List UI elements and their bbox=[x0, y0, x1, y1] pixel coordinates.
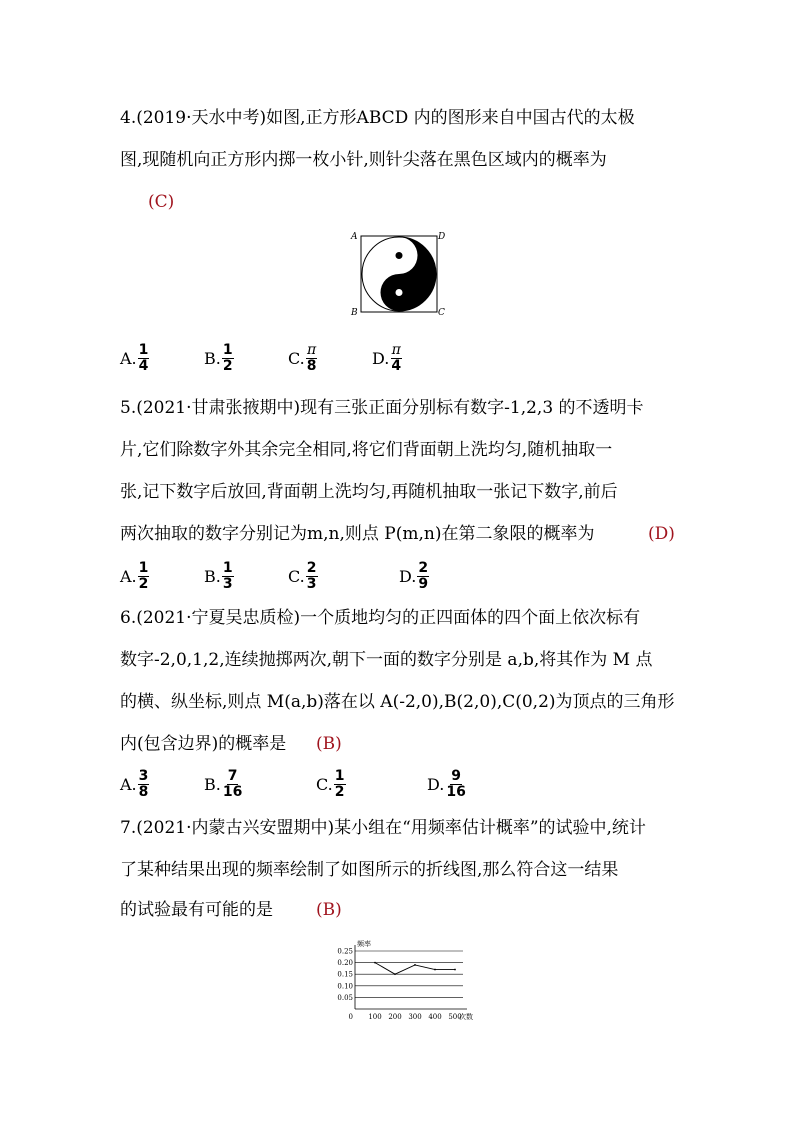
q6-text-line-2: 数字-2,0,1,2,连续抛掷两次,朝下一面的数字分别是 a,b,将其作为 M 点 bbox=[120, 650, 653, 670]
option-label: D. bbox=[427, 774, 445, 794]
taiji-white-dot bbox=[396, 289, 403, 296]
y-tick-label: 0.15 bbox=[337, 970, 353, 979]
q4-option-c[interactable] bbox=[288, 338, 318, 378]
option-label: C. bbox=[316, 774, 333, 794]
x-tick-label: 100 bbox=[368, 1013, 382, 1021]
data-point bbox=[374, 962, 376, 964]
label-b: B bbox=[351, 308, 358, 318]
option-label: C. bbox=[288, 566, 305, 586]
q5-option-a[interactable] bbox=[120, 556, 149, 596]
fraction: $\frac{2}{9}$ bbox=[418, 559, 429, 592]
fraction: $\frac{\pi}{8}$ bbox=[306, 341, 317, 374]
q7-text-line-3: 的试验最有可能的是 bbox=[120, 900, 273, 920]
q4-option-d[interactable] bbox=[372, 338, 402, 378]
fraction: $\frac{2}{3}$ bbox=[306, 559, 317, 592]
q6-option-a[interactable] bbox=[120, 764, 149, 804]
data-point bbox=[394, 973, 396, 975]
q5-text-line-4: 两次抽取的数字分别记为m,n,则点 P(m,n)在第二象限的概率为 bbox=[120, 524, 595, 544]
q7-text-line-1: 7.(2021·内蒙古兴安盟期中)某小组在“用频率估计概率”的试验中,统计 bbox=[120, 818, 646, 838]
q5-text-line-3: 张,记下数字后放回,背面朝上洗均匀,再随机抽取一张记下数字,前后 bbox=[120, 482, 618, 502]
q5-options bbox=[120, 556, 690, 596]
q6-option-d[interactable] bbox=[427, 764, 467, 804]
q6-text-line-4: 内(包含边界)的概率是 bbox=[120, 734, 287, 754]
label-a: A bbox=[351, 232, 358, 242]
y-tick-label: 0.10 bbox=[337, 982, 353, 991]
q4-option-a[interactable] bbox=[120, 338, 149, 378]
q7-answer: (B) bbox=[316, 900, 342, 920]
y-tick-label: 0.20 bbox=[337, 959, 353, 968]
option-label: D. bbox=[372, 348, 390, 368]
q6-option-c[interactable] bbox=[316, 764, 346, 804]
x-tick-label: 0 bbox=[348, 1013, 353, 1021]
fraction: $\frac{1}{2}$ bbox=[334, 767, 345, 800]
taiji-figure bbox=[346, 226, 452, 318]
fraction: $\frac{1}{3}$ bbox=[222, 559, 233, 592]
option-label: D. bbox=[399, 566, 417, 586]
data-point bbox=[414, 964, 416, 966]
label-d: D bbox=[438, 232, 446, 242]
label-c: C bbox=[438, 308, 445, 318]
q5-answer: (D) bbox=[648, 524, 675, 544]
q6-answer: (B) bbox=[316, 734, 342, 754]
fraction: $\frac{1}{2}$ bbox=[222, 341, 233, 374]
data-point bbox=[434, 969, 436, 971]
q5-option-d[interactable] bbox=[399, 556, 429, 596]
q4-text-line-2: 图,现随机向正方形内掷一枚小针,则针尖落在黑色区域内的概率为 bbox=[120, 150, 607, 170]
option-label: A. bbox=[120, 566, 137, 586]
fraction: $\frac{1}{4}$ bbox=[138, 341, 149, 374]
y-tick-label: 0.05 bbox=[337, 993, 353, 1002]
data-point bbox=[454, 969, 456, 971]
option-label: B. bbox=[204, 566, 221, 586]
x-tick-label: 500 bbox=[448, 1013, 462, 1021]
fraction: $\frac{9}{16}$ bbox=[446, 767, 466, 800]
q6-text-line-1: 6.(2021·宁夏吴忠质检)一个质地均匀的正四面体的四个面上依次标有 bbox=[120, 608, 641, 628]
x-tick-label: 400 bbox=[428, 1013, 442, 1021]
q5-option-c[interactable] bbox=[288, 556, 318, 596]
fraction: $\frac{7}{16}$ bbox=[222, 767, 243, 800]
option-label: A. bbox=[120, 348, 137, 368]
q4-text-line-1: 4.(2019·天水中考)如图,正方形ABCD 内的图形来自中国古代的太极 bbox=[120, 108, 635, 128]
fraction: $\frac{1}{2}$ bbox=[138, 559, 149, 592]
y-axis-label: 频率 bbox=[357, 940, 371, 948]
q5-text-line-1: 5.(2021·甘肃张掖期中)现有三张正面分别标有数字-1,2,3 的不透明卡 bbox=[120, 398, 644, 418]
option-label: B. bbox=[204, 348, 221, 368]
q6-option-b[interactable] bbox=[204, 764, 243, 804]
x-tick-label: 200 bbox=[388, 1013, 402, 1021]
fraction: $\frac{\pi}{4}$ bbox=[391, 341, 402, 374]
fraction: $\frac{3}{8}$ bbox=[138, 767, 149, 800]
q7-text-line-2: 了某种结果出现的频率绘制了如图所示的折线图,那么符合这一结果 bbox=[120, 860, 619, 880]
q6-options bbox=[120, 764, 690, 804]
q5-text-line-2: 片,它们除数字外其余完全相同,将它们背面朝上洗均匀,随机抽取一 bbox=[120, 440, 613, 460]
q6-text-line-3: 的横、纵坐标,则点 M(a,b)落在以 A(-2,0),B(2,0),C(0,2)为顶点的三角形 bbox=[120, 692, 675, 712]
x-axis-label: 次数 bbox=[459, 1013, 473, 1021]
taiji-black-dot bbox=[396, 252, 403, 259]
option-label: B. bbox=[204, 774, 221, 794]
y-tick-label: 0.25 bbox=[337, 947, 353, 956]
x-tick-label: 300 bbox=[408, 1013, 422, 1021]
q4-answer: (C) bbox=[148, 192, 175, 212]
option-label: A. bbox=[120, 774, 137, 794]
option-label: C. bbox=[288, 348, 305, 368]
q4-option-b[interactable] bbox=[204, 338, 234, 378]
q5-option-b[interactable] bbox=[204, 556, 234, 596]
frequency-line-chart bbox=[322, 938, 473, 1024]
q4-options bbox=[120, 338, 690, 378]
